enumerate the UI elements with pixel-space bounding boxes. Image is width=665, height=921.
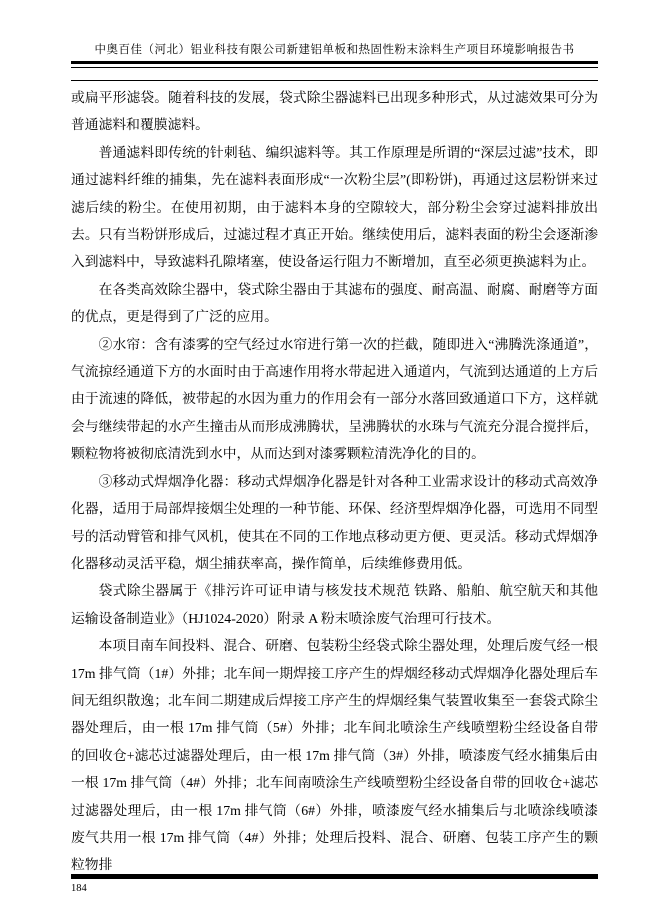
paragraph-6: 袋式除尘器属于《排污许可证申请与核发技术规范 铁路、船舶、航空航天和其他运输设备制造业》（HJ1024-2020）附录 A 粉末喷涂废气治理可行技术。 — [71, 583, 598, 626]
paragraph-5: ③移动式焊烟净化器：移动式焊烟净化器是针对各种工业需求设计的移动式高效净化器，适用于局部焊接烟尘处理的一种节能、环保、经济型焊烟净化器，可选用不同型号的活动臂管和排气风机，使其在不同的工作地点移动更方便、更灵活。移动式焊烟净化器移动灵活平稳，烟尘捕获率高，操作简单，后续维修费用低。 — [71, 473, 598, 571]
paragraph-1: 或扁平形滤袋。随着科技的发展，袋式除尘器滤料已出现多种形式，从过滤效果可分为普通滤料和覆膜滤料。 — [71, 90, 598, 133]
page-header-title: 中奥百佳（河北）铝业科技有限公司新建铝单板和热固性粉末涂料生产项目环境影响报告书 — [94, 44, 575, 56]
paragraph-4: ②水帘：含有漆雾的空气经过水帘进行第一次的拦截，随即进入“沸腾洗涤通道”，气流掠经通道下方的水面时由于高速作用将水带起进入通道内，气流到达通道的上方后由于流速的降低，被带起的水因为重力的作用会有一部分水落回致通道口下方，这样就会与继续带起的水产生撞击从而形成沸腾状，呈沸腾状的水珠与气流充分混合搅拌后，颗粒物将被彻底清洗到水中，从而达到对漆雾颗粒清洗净化的目的。 — [71, 336, 598, 462]
document-body — [71, 84, 598, 879]
header-double-rule — [71, 61, 598, 68]
page-number: 184 — [71, 883, 87, 894]
paragraph-2: 普通滤料即传统的针刺毡、编织滤料等。其工作原理是所谓的“深层过滤”技术，即通过滤料纤维的捕集，先在滤料表面形成“一次粉尘层”(即粉饼)，再通过这层粉饼来过滤后续的粉尘。在使用初期，由于滤料本身的空隙较大，部分粉尘会穿过滤料排放出去。只有当粉饼形成后，过滤过程才真正开始。继续使用后，滤料表面的粉尘会逐渐渗入到滤料中，导致滤料孔隙堵塞，使设备运行阻力不断增加，直至必须更换滤料为止。 — [71, 144, 598, 270]
header-thin-rule — [71, 80, 598, 81]
footer-rule — [71, 874, 598, 879]
paragraph-3: 在各类高效除尘器中，袋式除尘器由于其滤布的强度、耐高温、耐腐、耐磨等方面的优点，更是得到了广泛的应用。 — [71, 281, 598, 325]
paragraph-7: 本项目南车间投料、混合、研磨、包装粉尘经袋式除尘器处理，处理后废气经一根 17m 排气筒（1#）外排；北车间一期焊接工序产生的焊烟经移动式焊烟净化器处理后车间无组织散逸；北车间二期建成后焊接工序产生的焊烟经集气装置收集至一套袋式除尘器处理后，由一根 17m 排气筒（5#）外排；北车间北喷涂生产线喷塑粉尘经设备自带的回收仓+滤芯过滤器处理后，由一根 17m 排气筒（3#）外排，喷漆废气经水捕集后由一根 17m 排气筒（4#）外排；北车间南喷涂生产线喷塑粉尘经设备自带的回收仓+滤芯过滤器处理后，由一根 17m 排气筒（6#）外排，喷漆废气经水捕集后与北喷涂线喷漆废气共用一根 17m 排气筒（4#）外排；处理后投料、混合、研磨、包装工序产生的颗粒物排 — [71, 638, 598, 873]
